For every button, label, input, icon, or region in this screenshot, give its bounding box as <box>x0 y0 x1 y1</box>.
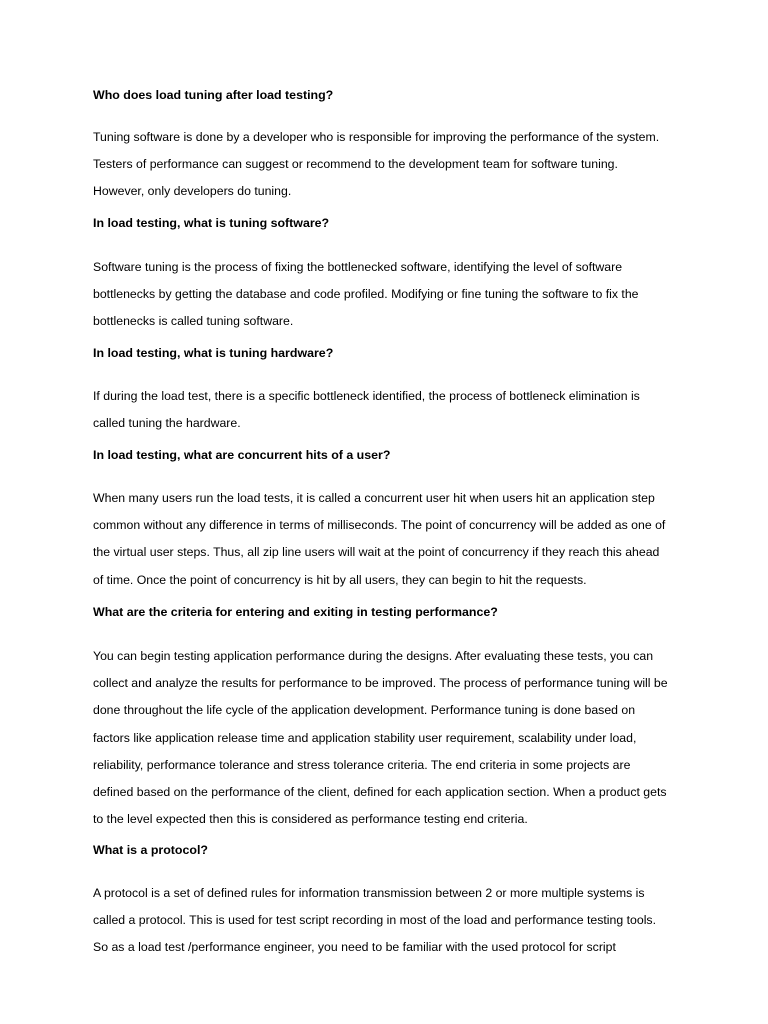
text-line: Software tuning is the process of fixing the bottlenecked software, identifying the level of software <box>93 260 623 274</box>
paragraph-concurrent-hits <box>93 485 733 594</box>
text-line: common without any difference in terms of milliseconds. The point of concurrency will be added as one of <box>93 518 666 533</box>
paragraph-tuning-software <box>93 254 733 336</box>
text-line: Tuning software is done by a developer who is responsible for improving the performance of the system. <box>93 130 660 144</box>
text-line: collect and analyze the results for performance to be improved. The process of performance tuning will be <box>93 676 668 691</box>
text-line: bottlenecks by getting the database and code profiled. Modifying or fine tuning the software to fix the <box>93 287 639 302</box>
text-line: bottlenecks is called tuning software. <box>93 314 294 329</box>
text-line: the virtual user steps. Thus, all zip line users will wait at the point of concurrency if they reach this ahead <box>93 545 660 560</box>
text-line: defined based on the performance of the client, defined for each application section. When a product gets <box>93 785 667 800</box>
text-line: of time. Once the point of concurrency is hit by all users, they can begin to hit the requests. <box>93 572 587 587</box>
text-line: done throughout the life cycle of the application development. Performance tuning is done based on <box>93 703 636 718</box>
heading-protocol: What is a protocol? <box>93 843 208 857</box>
text-line: factors like application release time and application stability user requirement, scalability under load, <box>93 730 637 745</box>
paragraph-load-tuning <box>93 124 733 206</box>
paragraph-entry-exit-criteria <box>93 643 733 833</box>
text-line: However, only developers do tuning. <box>93 184 292 199</box>
paragraph-tuning-hardware <box>93 383 733 437</box>
text-line: called tuning the hardware. <box>93 416 241 431</box>
text-line: reliability, performance tolerance and stress tolerance criteria. The end criteria in some projects are <box>93 757 631 772</box>
heading-tuning-hardware: In load testing, what is tuning hardware? <box>93 346 334 360</box>
heading-tuning-software: In load testing, what is tuning software? <box>93 216 330 230</box>
text-line: A protocol is a set of defined rules for information transmission between 2 or more multiple systems is <box>93 886 645 900</box>
text-line: When many users run the load tests, it is called a concurrent user hit when users hit an application step <box>93 491 655 505</box>
heading-concurrent-hits: In load testing, what are concurrent hits of a user? <box>93 448 391 462</box>
heading-entry-exit-criteria: What are the criteria for entering and exiting in testing performance? <box>93 605 498 619</box>
text-line: called a protocol. This is used for test script recording in most of the load and performance testing tools. <box>93 913 656 928</box>
paragraph-protocol <box>93 880 733 962</box>
text-line: So as a load test /performance engineer, you need to be familiar with the used protocol for script <box>93 940 616 955</box>
heading-load-tuning: Who does load tuning after load testing? <box>93 88 334 102</box>
text-line: Testers of performance can suggest or recommend to the development team for software tuning. <box>93 157 618 172</box>
text-line: to the level expected then this is considered as performance testing end criteria. <box>93 812 528 827</box>
text-line: You can begin testing application performance during the designs. After evaluating these tests, you can <box>93 649 654 663</box>
text-line: If during the load test, there is a specific bottleneck identified, the process of bottleneck elimination is <box>93 389 640 403</box>
